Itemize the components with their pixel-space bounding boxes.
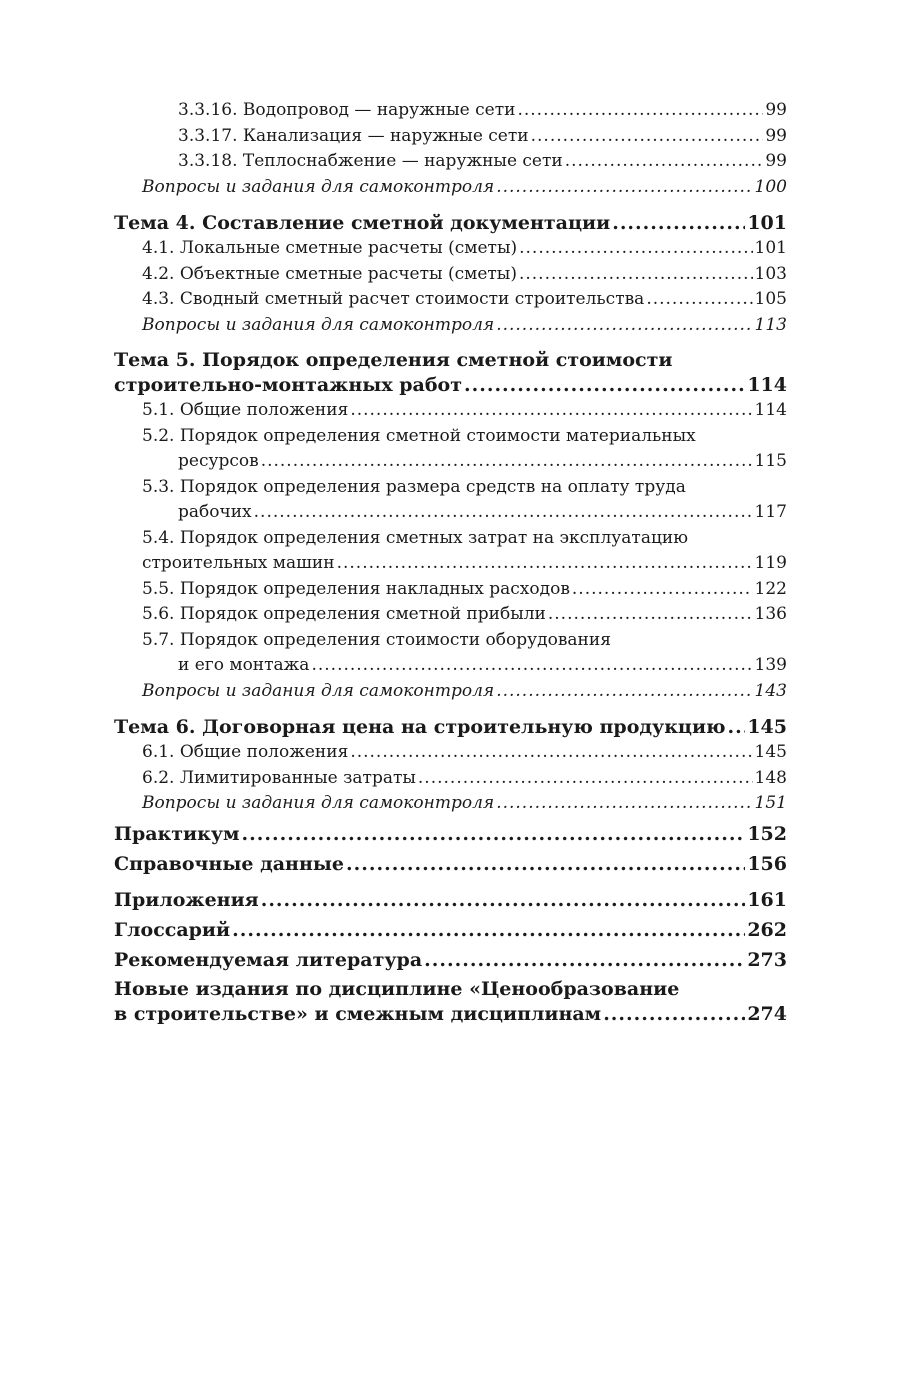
table-of-contents [114, 98, 787, 1027]
entry-title: 3.3.17. Канализация — наружные сети [178, 125, 529, 146]
entry-page: 143 [754, 680, 787, 701]
entry-title: 4.1. Локальные сметные расчеты (сметы) [142, 238, 518, 258]
toc-topic-5 [114, 348, 787, 398]
dot-leader [242, 821, 746, 847]
toc-entry-questions-5 [114, 679, 787, 705]
section-page: 274 [747, 1002, 787, 1025]
toc-reference-data [114, 851, 787, 877]
toc-entry-5-4 [114, 526, 787, 577]
entry-title-line-2: ресурсов [178, 451, 259, 471]
toc-practicum [114, 821, 787, 847]
entry-page: 99 [765, 125, 787, 146]
section-page: 262 [747, 918, 787, 941]
section-page: 161 [747, 888, 787, 911]
toc-entry-questions-4 [114, 313, 787, 339]
entry-title: Вопросы и задания для самоконтроля [142, 176, 495, 197]
dot-leader [517, 98, 763, 124]
section-title: Приложения [114, 888, 259, 911]
dot-leader [496, 175, 752, 201]
dot-leader [548, 602, 753, 628]
entry-title: 5.1. Общие положения [142, 400, 349, 420]
dot-leader [424, 947, 745, 973]
entry-title-line-1: 5.4. Порядок определения сметных затрат на эксплуатацию [142, 527, 689, 548]
toc-literature [114, 947, 787, 973]
dot-leader [311, 653, 752, 679]
entry-page: 145 [754, 742, 787, 762]
toc-entry-3-3-18 [114, 149, 787, 175]
dot-leader [612, 210, 745, 236]
entry-title: Вопросы и задания для самоконтроля [142, 680, 495, 701]
entry-page: 139 [754, 655, 787, 675]
topic-title-line-2: строительно-монтажных работ [114, 374, 462, 396]
dot-leader [350, 398, 752, 424]
entry-page: 117 [754, 502, 787, 522]
section-title: Рекомендуемая литература [114, 948, 423, 971]
entry-title-line-1: 5.3. Порядок определения размера средств на оплату труда [142, 476, 686, 497]
dot-leader [728, 714, 746, 740]
dot-leader [572, 577, 753, 603]
entry-page: 113 [754, 314, 787, 335]
toc-entry-questions-6 [114, 791, 787, 817]
entry-page: 103 [754, 263, 787, 284]
dot-leader [519, 262, 753, 288]
toc-topic-4 [114, 210, 787, 236]
section-title: Глоссарий [114, 918, 231, 941]
dot-leader [261, 449, 753, 475]
toc-entry-3-3-16 [114, 98, 787, 124]
entry-page: 115 [754, 451, 787, 471]
toc-new-editions [114, 977, 787, 1027]
entry-page: 136 [754, 604, 787, 624]
topic-page: 114 [747, 374, 787, 396]
toc-entry-4-2 [114, 262, 787, 288]
entry-title: 5.6. Порядок определения сметной прибыли [142, 604, 546, 624]
entry-page: 100 [754, 176, 787, 197]
section-title: Справочные данные [114, 852, 344, 875]
entry-title: Вопросы и задания для самоконтроля [142, 793, 495, 813]
section-title-line-1: Новые издания по дисциплине «Ценообразование [114, 977, 680, 1000]
toc-entry-5-7 [114, 628, 787, 679]
dot-leader [496, 679, 752, 705]
toc-entry-5-1 [114, 398, 787, 424]
dot-leader [464, 373, 745, 398]
dot-leader [531, 124, 764, 150]
topic-title-line-1: Тема 5. Порядок определения сметной стоимости [114, 349, 673, 371]
dot-leader [261, 887, 746, 913]
toc-entry-6-2 [114, 766, 787, 792]
entry-page: 119 [754, 553, 787, 573]
toc-entry-4-1 [114, 236, 787, 262]
entry-title: 4.2. Объектные сметные расчеты (сметы) [142, 263, 517, 284]
toc-entry-5-5 [114, 577, 787, 603]
dot-leader [646, 287, 752, 313]
entry-title-line-2: строительных машин [142, 553, 335, 573]
topic-page: 101 [747, 212, 787, 234]
entry-page: 99 [765, 100, 787, 120]
dot-leader [232, 917, 745, 943]
entry-title: 6.2. Лимитированные затраты [142, 767, 416, 788]
section-title: Практикум [114, 822, 240, 845]
section-title-line-2: в строительстве» и смежным дисциплинам [114, 1002, 602, 1025]
dot-leader [496, 313, 752, 339]
entry-title: 6.1. Общие положения [142, 742, 349, 762]
section-page: 156 [747, 852, 787, 875]
toc-entry-4-3 [114, 287, 787, 313]
entry-title: Вопросы и задания для самоконтроля [142, 314, 495, 335]
topic-title: Тема 6. Договорная цена на строительную продукцию [114, 716, 726, 738]
entry-title: 3.3.18. Теплоснабжение — наружные сети [178, 151, 563, 171]
toc-entry-questions-3 [114, 175, 787, 201]
entry-page: 122 [754, 578, 787, 599]
dot-leader [496, 791, 752, 817]
entry-title-line-1: 5.2. Порядок определения сметной стоимости материальных [142, 425, 696, 446]
entry-title-line-2: и его монтажа [178, 655, 310, 675]
section-page: 152 [747, 822, 787, 845]
dot-leader [254, 500, 753, 526]
entry-title: 4.3. Сводный сметный расчет стоимости строительства [142, 289, 645, 309]
dot-leader [519, 236, 752, 262]
toc-entry-5-3 [114, 475, 787, 526]
entry-page: 148 [754, 767, 787, 788]
entry-page: 151 [754, 793, 787, 813]
entry-title: 3.3.16. Водопровод — наружные сети [178, 100, 516, 120]
toc-entry-3-3-17 [114, 124, 787, 150]
topic-title: Тема 4. Составление сметной документации [114, 212, 611, 234]
toc-entry-5-6 [114, 602, 787, 628]
entry-page: 99 [765, 151, 787, 171]
dot-leader [346, 851, 745, 877]
entry-page: 105 [754, 289, 787, 309]
toc-entry-5-2 [114, 424, 787, 475]
dot-leader [337, 551, 753, 577]
toc-entry-6-1 [114, 740, 787, 766]
toc-appendix [114, 887, 787, 913]
entry-title: 5.5. Порядок определения накладных расходов [142, 578, 570, 599]
dot-leader [565, 149, 764, 175]
toc-topic-6 [114, 714, 787, 740]
entry-page: 101 [754, 238, 787, 258]
dot-leader [603, 1002, 745, 1027]
section-page: 273 [747, 948, 787, 971]
entry-title-line-1: 5.7. Порядок определения стоимости оборудования [142, 629, 611, 650]
toc-glossary [114, 917, 787, 943]
entry-title-line-2: рабочих [178, 502, 252, 522]
topic-page: 145 [747, 716, 787, 738]
dot-leader [350, 740, 752, 766]
entry-page: 114 [754, 400, 787, 420]
dot-leader [418, 766, 753, 792]
